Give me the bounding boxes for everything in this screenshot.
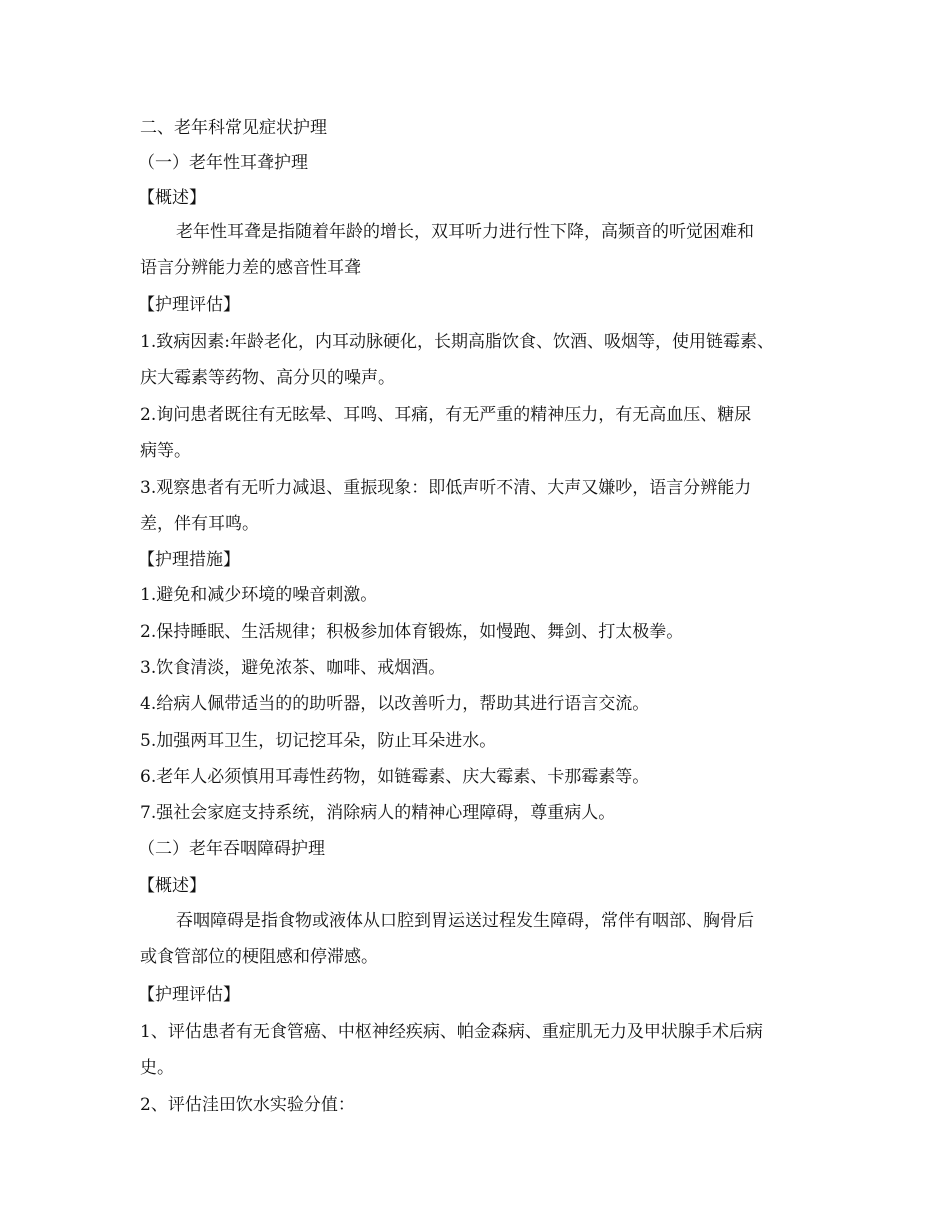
part1-measure-6: 6.老年人必须慎用耳毒性药物，如链霉素、庆大霉素、卡那霉素等。 [140, 767, 650, 787]
part2-assessment-item-1-line1: 1、评估患者有无食管癌、中枢神经疾病、帕金森病、重症肌无力及甲状腺手术后病 [140, 1022, 763, 1042]
part2-assessment-item-1-line2: 史。 [140, 1058, 174, 1078]
part2-overview-heading: 【概述】 [138, 876, 206, 896]
part1-overview-line2: 语言分辨能力差的感音性耳聋 [140, 258, 361, 278]
part1-assessment-item-2-line1: 2.询问患者既往有无眩晕、耳鸣、耳痛，有无严重的精神压力，有无高血压、糖尿 [140, 405, 752, 425]
part1-assessment-item-2-line2: 病等。 [140, 441, 191, 461]
part1-assessment-item-1-line2: 庆大霉素等药物、高分贝的噪声。 [140, 368, 395, 388]
part1-measure-4: 4.给病人佩带适当的的助听器，以改善听力，帮助其进行语言交流。 [140, 694, 650, 714]
part2-assessment-heading: 【护理评估】 [138, 985, 240, 1005]
part1-assessment-item-1-line1: 1.致病因素:年龄老化，内耳动脉硬化，长期高脂饮食、饮酒、吸烟等，使用链霉素、 [140, 332, 774, 352]
part2-overview-line2: 或食管部位的梗阻感和停滞感。 [140, 947, 378, 967]
part1-overview-heading: 【概述】 [138, 188, 206, 208]
part2-assessment-item-2: 2、评估洼田饮水实验分值： [140, 1095, 355, 1115]
part1-title: （一）老年性耳聋护理 [138, 153, 308, 173]
part1-overview-line1: 老年性耳聋是指随着年龄的增长，双耳听力进行性下降，高频音的听觉困难和 [176, 222, 754, 242]
part2-overview-line1: 吞咽障碍是指食物或液体从口腔到胃运送过程发生障碍，常伴有咽部、胸骨后 [176, 911, 754, 931]
part1-measures-heading: 【护理措施】 [138, 550, 240, 570]
part1-measure-3: 3.饮食清淡，避免浓茶、咖啡、戒烟酒。 [140, 658, 446, 678]
part2-title: （二）老年吞咽障碍护理 [138, 839, 325, 859]
part1-measure-7: 7.强社会家庭支持系统，消除病人的精神心理障碍，尊重病人。 [140, 803, 616, 823]
part1-measure-1: 1.避免和减少环境的噪音刺激。 [140, 585, 378, 605]
part1-assessment-item-3-line1: 3.观察患者有无听力减退、重振现象：即低声听不清、大声又嫌吵，语言分辨能力 [140, 478, 752, 498]
part1-assessment-item-3-line2: 差，伴有耳鸣。 [140, 514, 259, 534]
section-title: 二、老年科常见症状护理 [140, 118, 327, 138]
part1-assessment-heading: 【护理评估】 [138, 295, 240, 315]
part1-measure-5: 5.加强两耳卫生，切记挖耳朵，防止耳朵进水。 [140, 731, 497, 751]
part1-measure-2: 2.保持睡眠、生活规律；积极参加体育锻炼，如慢跑、舞剑、打太极拳。 [140, 622, 684, 642]
